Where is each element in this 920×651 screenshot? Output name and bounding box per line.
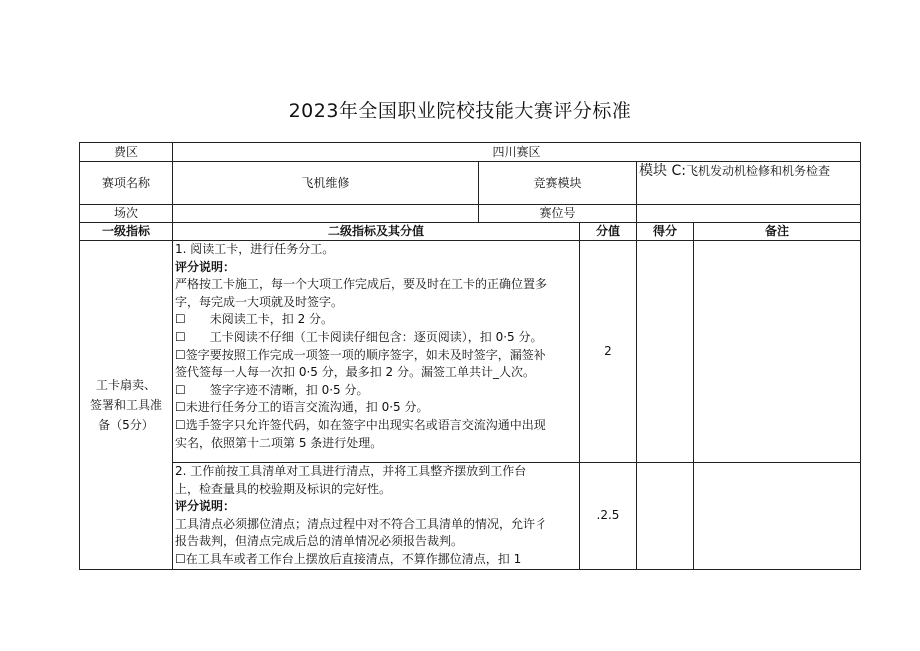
- item-line: 字，每完成一大项就及时签字。: [175, 294, 344, 309]
- item-line: ☐签字要按照工作完成一项签一项的顺序签字，如未及时签字，漏签补: [175, 347, 546, 362]
- header-score-value: 分值: [580, 223, 637, 241]
- item-line: 签代签每一人每一次扣 0·5 分，最多扣 2 分。漏签工单共计_人次。: [175, 365, 535, 380]
- item-1-text: [173, 241, 580, 463]
- item-line: 严格按工卡施工，每一个大项工作完成后，要及时在工卡的正确位置多: [175, 277, 548, 292]
- item-line: 2. 工作前按工具清单对工具进行清点，并将工具整齐摆放到工作台: [175, 464, 527, 478]
- event-value: 飞机维修: [173, 162, 479, 205]
- header-row: [80, 223, 861, 241]
- item-1-remark[interactable]: [694, 241, 861, 463]
- item-line: 实名，依照第十二项第 5 条进行处理。: [175, 435, 383, 450]
- category-line: 签署和工具准: [89, 397, 162, 412]
- module-value: 飞机发动机检修和机务检查: [685, 164, 830, 178]
- item-line: 报告裁判，但清点完成后总的清单情况必须报告裁判。: [175, 534, 464, 549]
- item-1-got[interactable]: [637, 241, 694, 463]
- event-row: [80, 162, 861, 205]
- seat-value: [637, 205, 861, 223]
- item-line: ☐选手签字只允许签代码，如在签字中出现实名或语言交流沟通中出现: [175, 417, 546, 432]
- item-line: 评分说明：: [175, 499, 236, 514]
- module-label: 竞赛模块: [479, 162, 637, 205]
- header-score-got: 得分: [637, 223, 694, 241]
- module-cell: [637, 162, 861, 205]
- item-line: 1. 阅读工卡，进行任务分工。: [175, 242, 335, 256]
- region-value: 四川赛区: [173, 143, 861, 162]
- session-row: [80, 205, 861, 223]
- event-label: 赛项名称: [80, 162, 173, 205]
- item-line: ☐未进行任务分工的语言交流沟通，扣 0·5 分。: [175, 400, 429, 415]
- item-line: ☐ 未阅读工卡，扣 2 分。: [175, 312, 334, 327]
- item-2-score: .2.5: [580, 463, 637, 570]
- header-level1: 一级指标: [80, 223, 173, 241]
- item-line: 上，检查量具的校验期及标识的完好性。: [175, 481, 392, 496]
- page-title: 2023年全国职业院校技能大赛评分标准: [288, 100, 632, 122]
- item-1-score: 2: [580, 241, 637, 463]
- seat-label: 赛位号: [479, 205, 637, 223]
- item-line: 评分说明：: [175, 259, 236, 274]
- category-line: 备（5分）: [98, 417, 154, 432]
- category-cell: [80, 241, 173, 570]
- item-2-got[interactable]: [637, 463, 694, 570]
- item-line: ☐在工具车或者工作台上摆放后直接清点，不算作挪位清点，扣 1: [175, 551, 522, 566]
- item-2-text: [173, 463, 580, 570]
- session-label: 场次: [80, 205, 173, 223]
- item-line: ☐ 工卡阅读不仔细（工卡阅读仔细包含：逐页阅读），扣 0·5 分。: [175, 329, 543, 344]
- item-row-2: [80, 463, 861, 570]
- region-label: 费区: [80, 143, 173, 162]
- header-level2: 二级指标及其分值: [173, 223, 580, 241]
- item-row-1: [80, 241, 861, 463]
- region-row: [80, 143, 861, 162]
- item-line: ☐ 签字字迹不清晰，扣 0·5 分。: [175, 382, 369, 397]
- item-line: 工具清点必须挪位清点；清点过程中对不符合工具清单的情况，允许彳: [175, 516, 548, 531]
- header-remark: 备注: [694, 223, 861, 241]
- scoring-table: [79, 142, 861, 570]
- item-2-remark[interactable]: [694, 463, 861, 570]
- module-prefix: 模块 C:: [639, 163, 686, 179]
- category-line: 工卡扇卖、: [95, 377, 156, 392]
- session-value: [173, 205, 479, 223]
